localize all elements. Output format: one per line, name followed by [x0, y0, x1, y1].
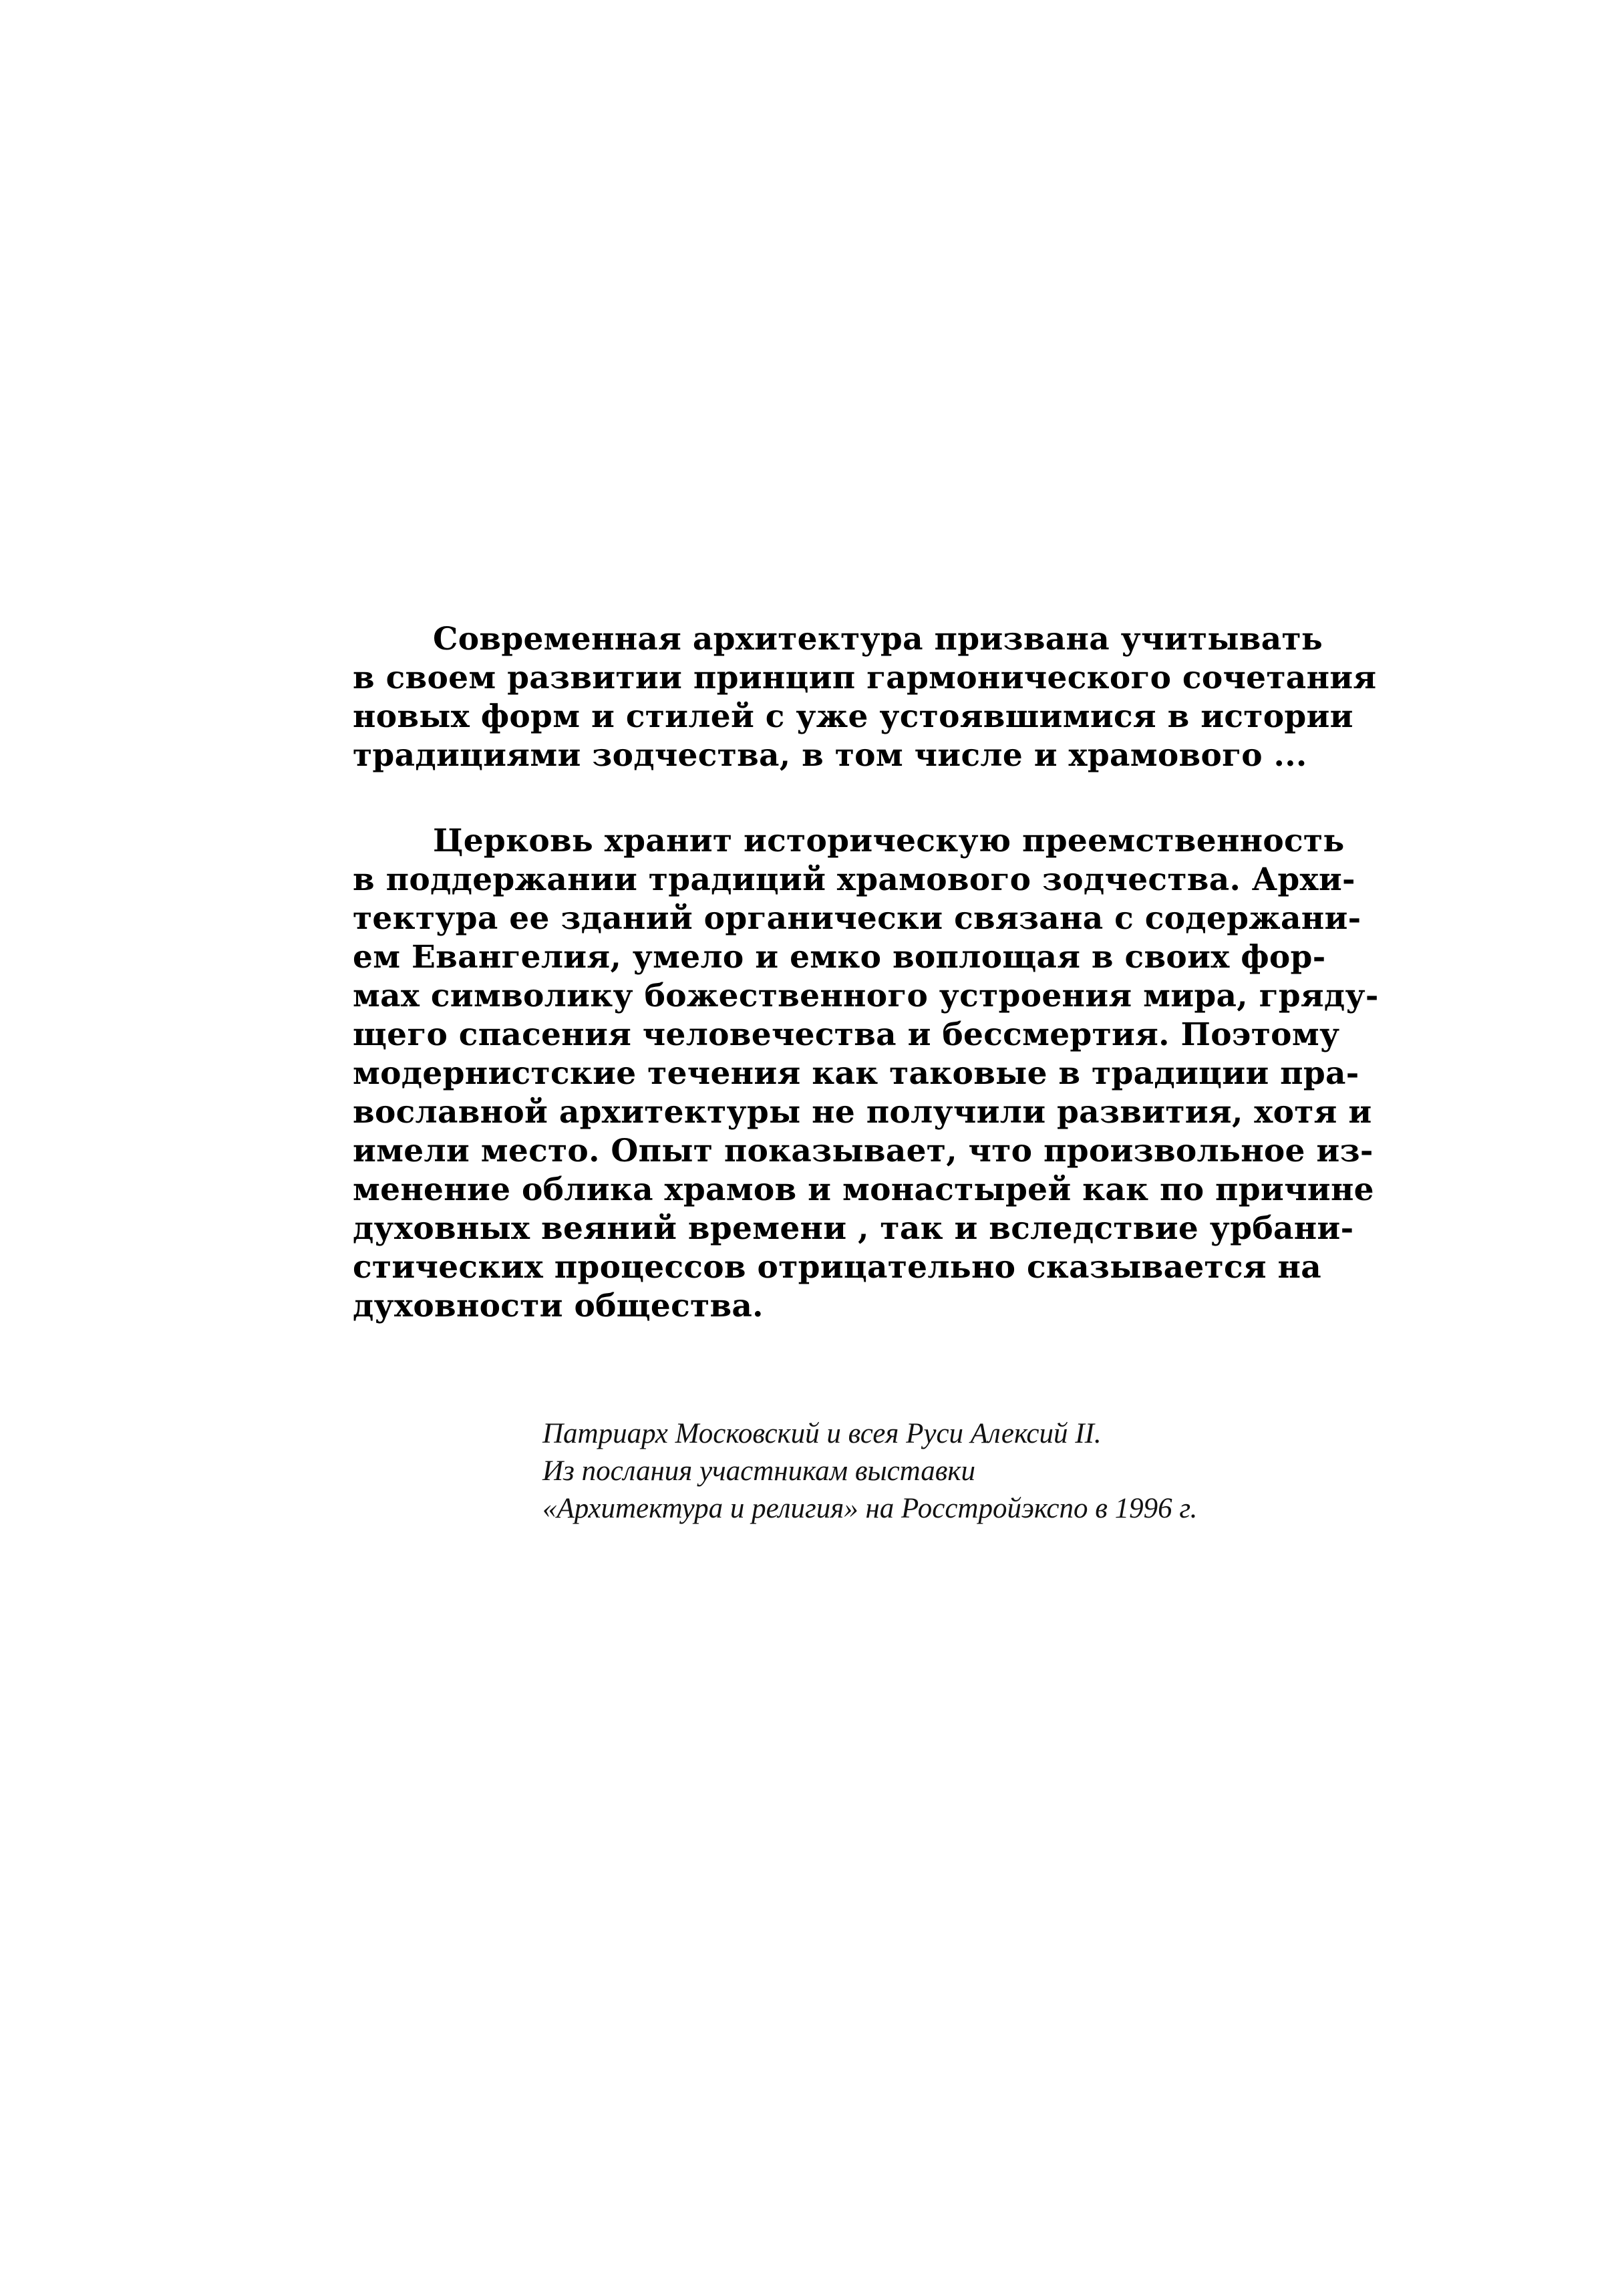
text-line: щего спасения человечества и бессмертия. Поэтому	[353, 1016, 1340, 1053]
text-line: в поддержании традиций храмового зодчества. Архи-	[353, 861, 1355, 898]
paragraph-spacer	[353, 775, 1221, 822]
text-line: тектура ее зданий органически связана с содержани-	[353, 900, 1361, 937]
text-line: Церковь хранит историческую преемственность	[433, 823, 1345, 859]
text-line: в своем развитии принцип гармонического сочетания	[353, 660, 1377, 696]
paragraph-1	[353, 620, 1377, 775]
attribution-event: «Архитектура и религия» на Росстройэкспо в 1996 г.	[542, 1493, 1198, 1524]
text-line: стических процессов отрицательно сказывается на	[353, 1249, 1322, 1286]
text-line: новых форм и стилей с уже устоявшимися в истории	[353, 698, 1353, 735]
text-line: менение облика храмов и монастырей как по причине	[353, 1171, 1374, 1208]
attribution-author: Патриарх Московский и всея Руси Алексий II.	[542, 1418, 1102, 1449]
text-line: мах символику божественного устроения мира, гряду-	[353, 978, 1379, 1014]
text-line: духовных веяний времени , так и вследствие урбани-	[353, 1210, 1354, 1247]
text-line: модернистские течения как таковые в традиции пра-	[353, 1055, 1359, 1092]
text-line: ем Евангелия, умело и емко воплощая в своих фор-	[353, 939, 1326, 976]
attribution-source: Из послания участникам выставки	[542, 1455, 976, 1487]
text-line: имели место. Опыт показывает, что произвольное из-	[353, 1133, 1374, 1169]
quote-text	[353, 620, 1379, 1326]
text-line: вославной архитектуры не получили развития, хотя и	[353, 1094, 1372, 1131]
paragraph-2	[353, 822, 1379, 1326]
text-line: традициями зодчества, в том числе и храмового ...	[353, 737, 1307, 774]
text-line: духовности общества.	[353, 1288, 764, 1324]
attribution	[542, 1415, 1277, 1528]
text-line: Современная архитектура призвана учитывать	[433, 621, 1323, 658]
